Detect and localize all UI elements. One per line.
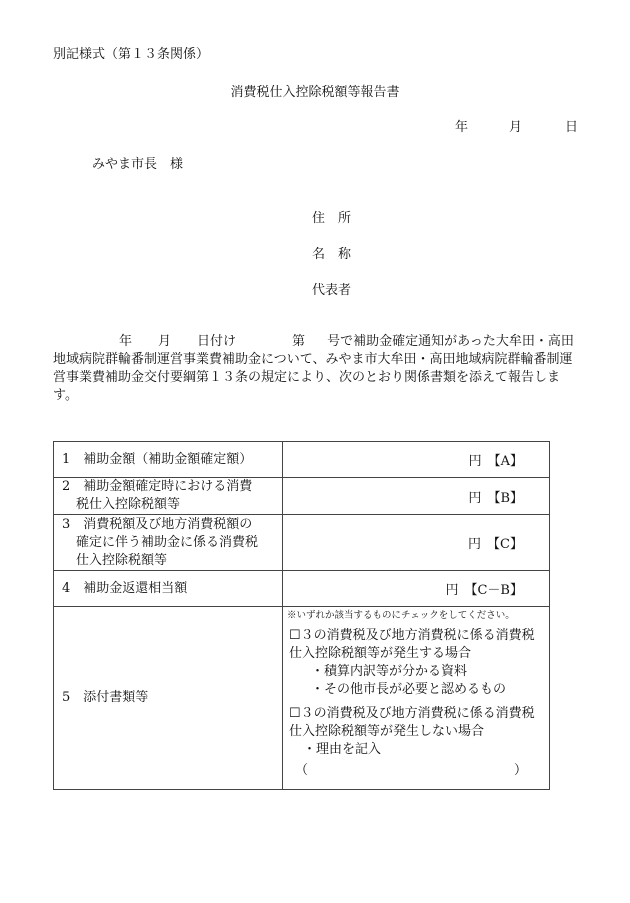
table-row [54,515,550,571]
reason-paren-close: ） [513,763,527,778]
body-year: 年 [119,334,133,349]
body-no-prefix: 第 [292,334,306,349]
yen-label: 円 [468,454,482,469]
table-row [54,478,550,515]
reason-field[interactable] [283,759,549,780]
amount-cell[interactable] [283,478,550,515]
checkbox-note: ※いずれか該当するものにチェックをしてください。 [287,610,515,621]
reason-paren-open: （ [295,763,309,778]
option-nontaxable-line1[interactable]: ☐３の消費税及び地方消費税に係る消費税 [289,706,535,721]
option-taxable-item: ・積算内訳等が分かる資料 [311,664,468,679]
form-id: 別記様式（第１３条関係） [53,47,210,62]
sender-name-label: 名 称 [312,247,352,262]
amount-cell[interactable] [283,442,550,478]
report-body-text [53,333,578,405]
option-nontaxable-item: ・理由を記入 [303,742,382,757]
date-year: 年 [455,120,469,135]
yen-label: 円 [468,490,482,506]
report-table [53,441,550,790]
amount-code: 【B】 [487,490,523,506]
amount-code: 【A】 [487,454,523,469]
body-dated: 日付け [197,334,237,349]
table-row [54,442,550,478]
body-month: 月 [158,334,172,349]
row-label: 2 補助金額確定時における消費 税仕入控除税額等 [54,478,283,515]
sender-representative-label: 代表者 [312,283,352,298]
amount-code: 【C】 [487,537,523,552]
document-title: 消費税仕入控除税額等報告書 [230,85,400,100]
sender-address-label: 住 所 [312,211,352,226]
option-taxable-item: ・その他市長が必要と認めるもの [311,682,507,697]
option-taxable[interactable] [283,627,549,699]
row-label: 5 添付書類等 [54,607,283,790]
date-day: 日 [565,120,579,135]
option-taxable-line1[interactable]: ☐３の消費税及び地方消費税に係る消費税 [289,628,535,643]
option-taxable-line2: 仕入控除税額等が発生する場合 [289,646,472,661]
amount-code: 【C－B】 [464,583,523,598]
date-month: 月 [509,120,523,135]
table-row [54,607,550,790]
option-nontaxable[interactable] [283,705,549,759]
row-label: 4 補助金返還相当額 [54,571,283,607]
option-nontaxable-line2: 仕入控除税額等が発生しない場合 [289,724,485,739]
body-main-text: 号で補助金確定通知があった大牟田・高田地域病院群輪番制運営事業費補助金について、みやま市大牟田・高田地域病院群輪番制運営事業費補助金交付要綱第１３条の規定により、次のとおり関係書類を添えて報告します。 [53,334,574,403]
addressee: みやま市長 様 [92,157,184,172]
amount-cell[interactable] [283,515,550,571]
row-label: 3 消費税額及び地方消費税額の 確定に伴う補助金に係る消費税 仕入控除税額等 [54,515,283,571]
attachments-cell [283,607,550,790]
table-row [54,571,550,607]
row-label: 1 補助金額（補助金額確定額） [54,442,283,478]
yen-label: 円 [468,537,482,552]
yen-label: 円 [445,583,459,598]
amount-cell[interactable] [283,571,550,607]
